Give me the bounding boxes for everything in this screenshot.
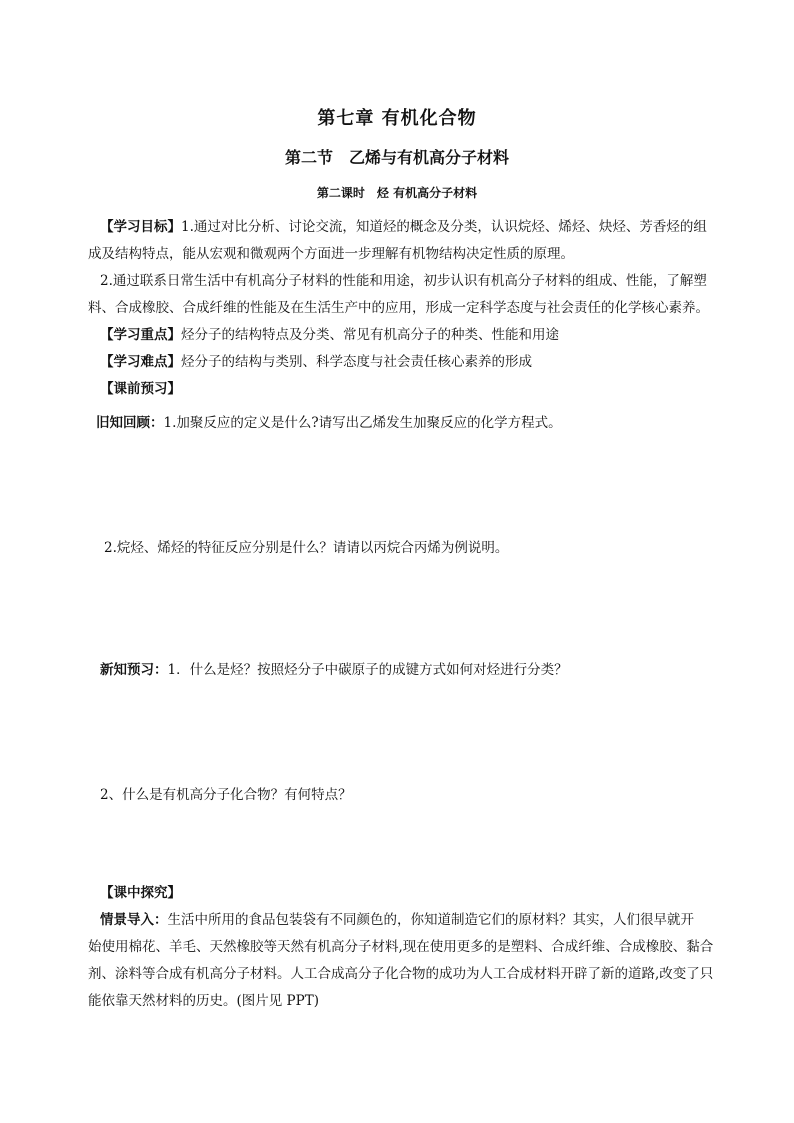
review-question-1 bbox=[96, 410, 726, 437]
intro-line-4: 能依靠天然材料的历史。(图片见 PPT) bbox=[88, 993, 319, 1009]
preview-label: 【课前预习】 bbox=[100, 381, 181, 397]
section-title: 第二节 乙烯与有机高分子材料 bbox=[284, 148, 509, 167]
new-question-2: 2、什么是有机高分子化合物？有何特点？ bbox=[100, 787, 352, 803]
objectives-line-4: 料、合成橡胶、合成纤维的性能及在生活生产中的应用，形成一定科学态度与社会责任的化学核心素养。 bbox=[88, 300, 709, 316]
intro-line-1-text: 生活中所用的食品包装袋有不同颜色的，你知道制造它们的原材料？其实，人们很早就开 bbox=[167, 912, 694, 928]
objectives-line-2: 成及结构特点，能从宏观和微观两个方面进一步理解有机物结构决定性质的原理。 bbox=[88, 246, 574, 262]
review-label: 旧知回顾： bbox=[96, 415, 164, 431]
difficulties-label: 【学习难点】 bbox=[100, 354, 181, 370]
review-question-2: 2.烷烃、烯烃的特征反应分别是什么？请请以丙烷合丙烯为例说明。 bbox=[104, 540, 509, 556]
new-question-1 bbox=[100, 657, 730, 684]
review-question-1-text: 1.加聚反应的定义是什么?请写出乙烯发生加聚反应的化学方程式。 bbox=[163, 415, 562, 431]
lesson-title: 第二课时 烃 有机高分子材料 bbox=[316, 186, 478, 200]
difficulties bbox=[100, 349, 730, 376]
objectives-line-1 bbox=[100, 214, 720, 241]
new-question-1-text: 1．什么是烃？按照烃分子中碳原子的成键方式如何对烃进行分类？ bbox=[167, 662, 568, 678]
intro-line-1 bbox=[100, 907, 722, 934]
intro-line-3: 剂、涂料等合成有机高分子材料。人工合成高分子化合物的成功为人工合成材料开辟了新的道路,改变了只 bbox=[88, 966, 714, 982]
objectives-item1-line1: 1.通过对比分析、讨论交流，知道烃的概念及分类，认识烷烃、烯烃、炔烃、芳香烃的组 bbox=[181, 219, 707, 235]
chapter-title: 第七章 有机化合物 bbox=[317, 108, 477, 129]
intro-line-2: 始使用棉花、羊毛、天然橡胶等天然有机高分子材料,现在使用更多的是塑料、合成纤维、合成橡胶、黏合 bbox=[88, 939, 714, 955]
intro-label: 情景导入： bbox=[100, 912, 168, 928]
key-points bbox=[100, 322, 730, 349]
objectives-label: 【学习目标】 bbox=[100, 219, 181, 235]
objectives-line-3: 2.通过联系日常生活中有机高分子材料的性能和用途，初步认识有机高分子材料的组成、性能，了解塑 bbox=[100, 273, 707, 289]
exploration-label: 【课中探究】 bbox=[100, 885, 181, 901]
new-preview-label: 新知预习： bbox=[100, 662, 168, 678]
key-points-label: 【学习重点】 bbox=[100, 327, 181, 343]
key-points-text: 烃分子的结构特点及分类、常见有机高分子的种类、性能和用途 bbox=[181, 327, 559, 343]
difficulties-text: 烃分子的结构与类别、科学态度与社会责任核心素养的形成 bbox=[181, 354, 532, 370]
